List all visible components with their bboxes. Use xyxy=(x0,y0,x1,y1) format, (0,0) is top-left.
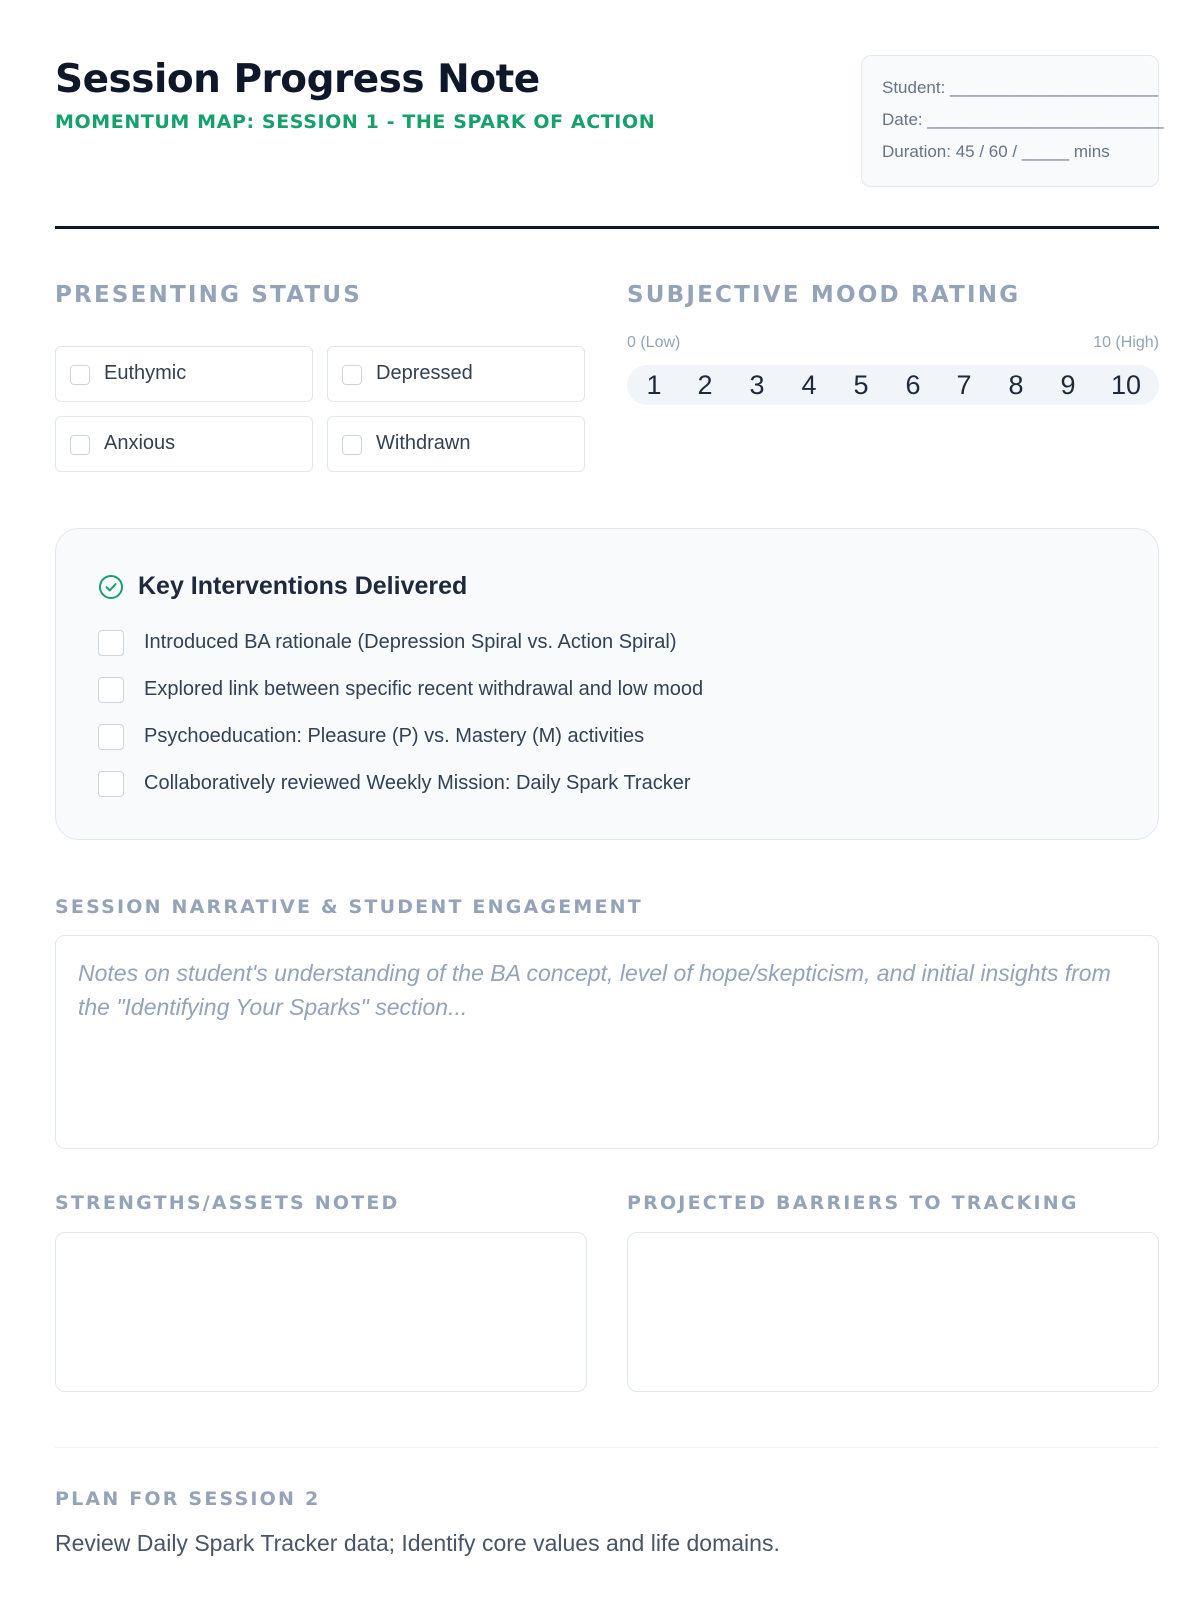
narrative-textarea[interactable] xyxy=(55,935,1159,1149)
check-circle-icon xyxy=(98,574,124,600)
intervention-label: Explored link between specific recent withdrawal and low mood xyxy=(144,678,704,700)
narrative-label: SESSION NARRATIVE & STUDENT ENGAGEMENT xyxy=(55,896,643,918)
mood-scale-ends xyxy=(627,334,1159,356)
checkbox[interactable] xyxy=(70,365,90,385)
plan-text: Review Daily Spark Tracker data; Identify core values and life domains. xyxy=(55,1530,780,1556)
mood-rating-label: SUBJECTIVE MOOD RATING xyxy=(627,282,1021,308)
mood-option-4[interactable]: 4 xyxy=(801,370,817,400)
mood-low-label: 0 (Low) xyxy=(627,334,681,351)
page-subtitle: MOMENTUM MAP: SESSION 1 - THE SPARK OF ACTION xyxy=(55,111,656,133)
mood-option-6[interactable]: 6 xyxy=(905,370,921,400)
presenting-status-options xyxy=(55,346,586,474)
mood-option-5[interactable]: 5 xyxy=(853,370,869,400)
mood-option-8[interactable]: 8 xyxy=(1008,370,1024,400)
intervention-item[interactable] xyxy=(98,676,1098,706)
interventions-title: Key Interventions Delivered xyxy=(138,572,468,600)
plan-label: PLAN FOR SESSION 2 xyxy=(55,1488,321,1510)
mood-rating-scale xyxy=(627,365,1159,405)
checkbox[interactable] xyxy=(70,435,90,455)
status-option-label: Anxious xyxy=(104,432,176,454)
section-divider xyxy=(55,1447,1159,1448)
checkbox[interactable] xyxy=(98,630,124,656)
strengths-label: STRENGTHS/ASSETS NOTED xyxy=(55,1192,400,1214)
status-option-label: Withdrawn xyxy=(376,432,471,454)
status-option-label: Depressed xyxy=(376,362,473,384)
barriers-label: PROJECTED BARRIERS TO TRACKING xyxy=(627,1192,1079,1214)
header-divider xyxy=(55,226,1159,229)
interventions-card xyxy=(55,528,1159,840)
intervention-item[interactable] xyxy=(98,629,1098,659)
status-option-euthymic[interactable] xyxy=(55,346,313,402)
presenting-status-label: PRESENTING STATUS xyxy=(55,282,362,308)
intervention-label: Psychoeducation: Pleasure (P) vs. Mastery (M) activities xyxy=(144,725,645,747)
intervention-item[interactable] xyxy=(98,723,1098,753)
header xyxy=(55,55,1164,230)
checkbox[interactable] xyxy=(342,435,362,455)
status-option-withdrawn[interactable] xyxy=(327,416,585,472)
mood-option-1[interactable]: 1 xyxy=(646,370,662,400)
mood-high-label: 10 (High) xyxy=(1093,334,1159,351)
checkbox[interactable] xyxy=(342,365,362,385)
intervention-item[interactable] xyxy=(98,770,1098,800)
intervention-label: Introduced BA rationale (Depression Spiral vs. Action Spiral) xyxy=(144,631,677,653)
status-option-depressed[interactable] xyxy=(327,346,585,402)
intervention-label: Collaboratively reviewed Weekly Mission: Daily Spark Tracker xyxy=(144,772,691,794)
checkbox[interactable] xyxy=(98,724,124,750)
barriers-textarea[interactable] xyxy=(627,1232,1159,1392)
status-option-label: Euthymic xyxy=(104,362,187,384)
strengths-textarea[interactable] xyxy=(55,1232,587,1392)
student-field[interactable]: Student: ______________________ xyxy=(882,78,1159,97)
session-meta-box xyxy=(861,55,1164,187)
mood-option-2[interactable]: 2 xyxy=(697,370,713,400)
checkbox[interactable] xyxy=(98,771,124,797)
status-option-anxious[interactable] xyxy=(55,416,313,472)
duration-field[interactable]: Duration: 45 / 60 / _____ mins xyxy=(882,142,1110,161)
mood-option-7[interactable]: 7 xyxy=(956,370,972,400)
mood-option-3[interactable]: 3 xyxy=(749,370,765,400)
page-title: Session Progress Note xyxy=(55,57,540,102)
narrative-placeholder: Notes on student's understanding of the BA concept, level of hope/skepticism, and initial insights from the "Identifying Your Sparks" section... xyxy=(78,960,1111,1020)
date-field[interactable]: Date: _________________________ xyxy=(882,110,1164,129)
mood-option-10[interactable]: 10 xyxy=(1110,370,1142,400)
checkbox[interactable] xyxy=(98,677,124,703)
mood-option-9[interactable]: 9 xyxy=(1060,370,1076,400)
progress-note-page xyxy=(55,0,1164,1600)
